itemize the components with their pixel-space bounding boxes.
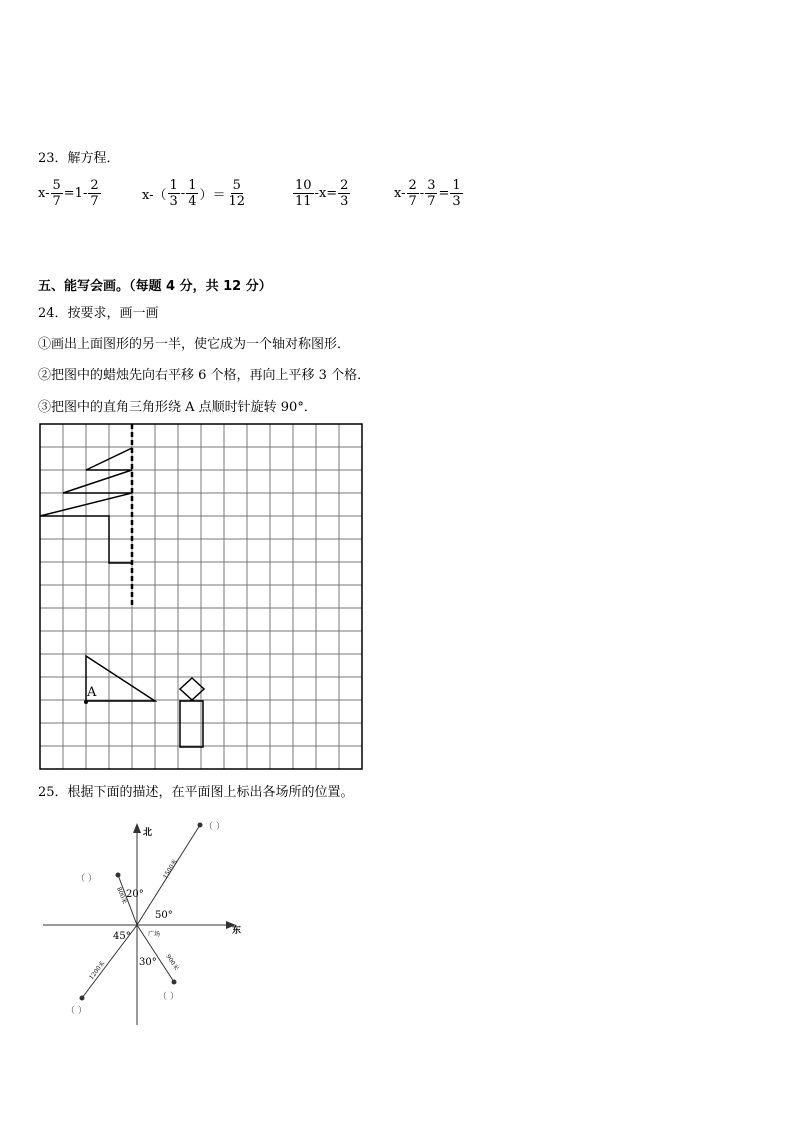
equation-3 [292,173,351,213]
q25-title: 25．根据下面的描述，在平面图上标出各场所的位置。 [38,785,354,800]
direction-map [40,815,290,1030]
point-a-dot [84,700,88,704]
eq2-frac-1 [168,178,180,209]
east-label: 东 [232,926,242,936]
eq2-f2-den: 4 [188,193,197,209]
eq3-f1-num: 10 [295,177,312,193]
section5-title: 五、能写会画。（每题 4 分，共 12 分） [38,279,272,294]
eq4-f1-num: 2 [408,177,417,193]
blank-sw: （ ） [66,1006,87,1016]
eq1-mid: =1- [63,185,88,201]
eq4-f2-den: 7 [427,193,436,209]
eq1-pre: x- [38,185,50,201]
dist-sw-label: 1200米 [88,959,107,982]
north-label: 北 [143,828,153,838]
center-label: 广场 [148,931,161,938]
grid-lines [40,424,362,769]
blank-se: （ ） [158,992,179,1002]
eq1-f2-num: 2 [90,177,99,193]
dist-ne-label: 1500米 [161,858,179,881]
angle-45-label: 45° [113,931,131,942]
eq3-f2-num: 2 [340,177,349,193]
eq3-f1-den: 11 [295,193,312,209]
eq2-frac-2 [186,178,198,209]
q24-title: 24．按要求，画一画 [38,306,159,321]
point-nw [116,873,121,878]
eq4-f3-den: 3 [452,193,461,209]
eq2-op: - [180,185,186,201]
equation-1 [38,173,102,213]
angle-30-label: 30° [139,957,157,968]
eq1-f2-den: 7 [90,193,99,209]
eq1-frac-1 [51,178,63,209]
q24-item3: ③把图中的直角三角形绕 A 点顺时针旋转 90°． [38,400,317,415]
eq4-pre: x- [394,185,406,201]
q23-title: 23．解方程． [38,151,120,166]
blank-ne: （ ） [204,822,225,832]
eq4-f3-num: 1 [452,177,461,193]
eq2-mid: ）＝ [199,187,226,203]
eq2-f1-den: 3 [169,193,178,209]
grid-figure [38,423,366,771]
equation-2 [142,173,248,213]
eq1-frac-2 [88,178,100,209]
dist-se-label: 900米 [164,953,180,972]
angle-20-label: 20° [126,889,144,900]
eq3-mid: -x= [314,185,338,201]
point-a-label: A [87,685,97,700]
eq3-frac-2 [338,178,350,209]
equation-4 [394,173,464,213]
eq4-f2-num: 3 [427,177,436,193]
q24-item2: ②把图中的蜡烛先向右平移 6 个格，再向上平移 3 个格． [38,368,371,383]
eq4-mid: = [438,185,450,201]
eq3-f2-den: 3 [340,193,349,209]
eq3-frac-1 [293,178,314,209]
point-sw [80,996,85,1001]
eq2-frac-3 [226,178,247,209]
point-se [172,980,177,985]
eq1-f1-den: 7 [52,193,61,209]
eq4-f1-den: 7 [408,193,417,209]
candle-flame [180,678,204,700]
eq4-frac-2 [425,178,437,209]
eq1-f1-num: 5 [52,177,61,193]
eq2-f3-den: 12 [228,193,246,209]
dist-nw-label: 800米 [115,886,128,906]
blank-nw: （ ） [76,874,97,884]
eq2-f1-num: 1 [169,177,178,193]
eq2-f3-num: 5 [232,177,241,193]
eq4-op: - [419,185,425,201]
eq2-pre: x-（ [142,187,167,203]
eq4-frac-3 [450,178,462,209]
north-arrow-icon [133,823,141,833]
q24-item1: ①画出上面图形的另一半，使它成为一个轴对称图形． [38,337,351,352]
angle-50-label: 50° [155,910,173,921]
candle-body [180,701,203,747]
eq2-f2-num: 1 [188,177,197,193]
eq4-frac-1 [407,178,419,209]
point-ne [198,823,203,828]
